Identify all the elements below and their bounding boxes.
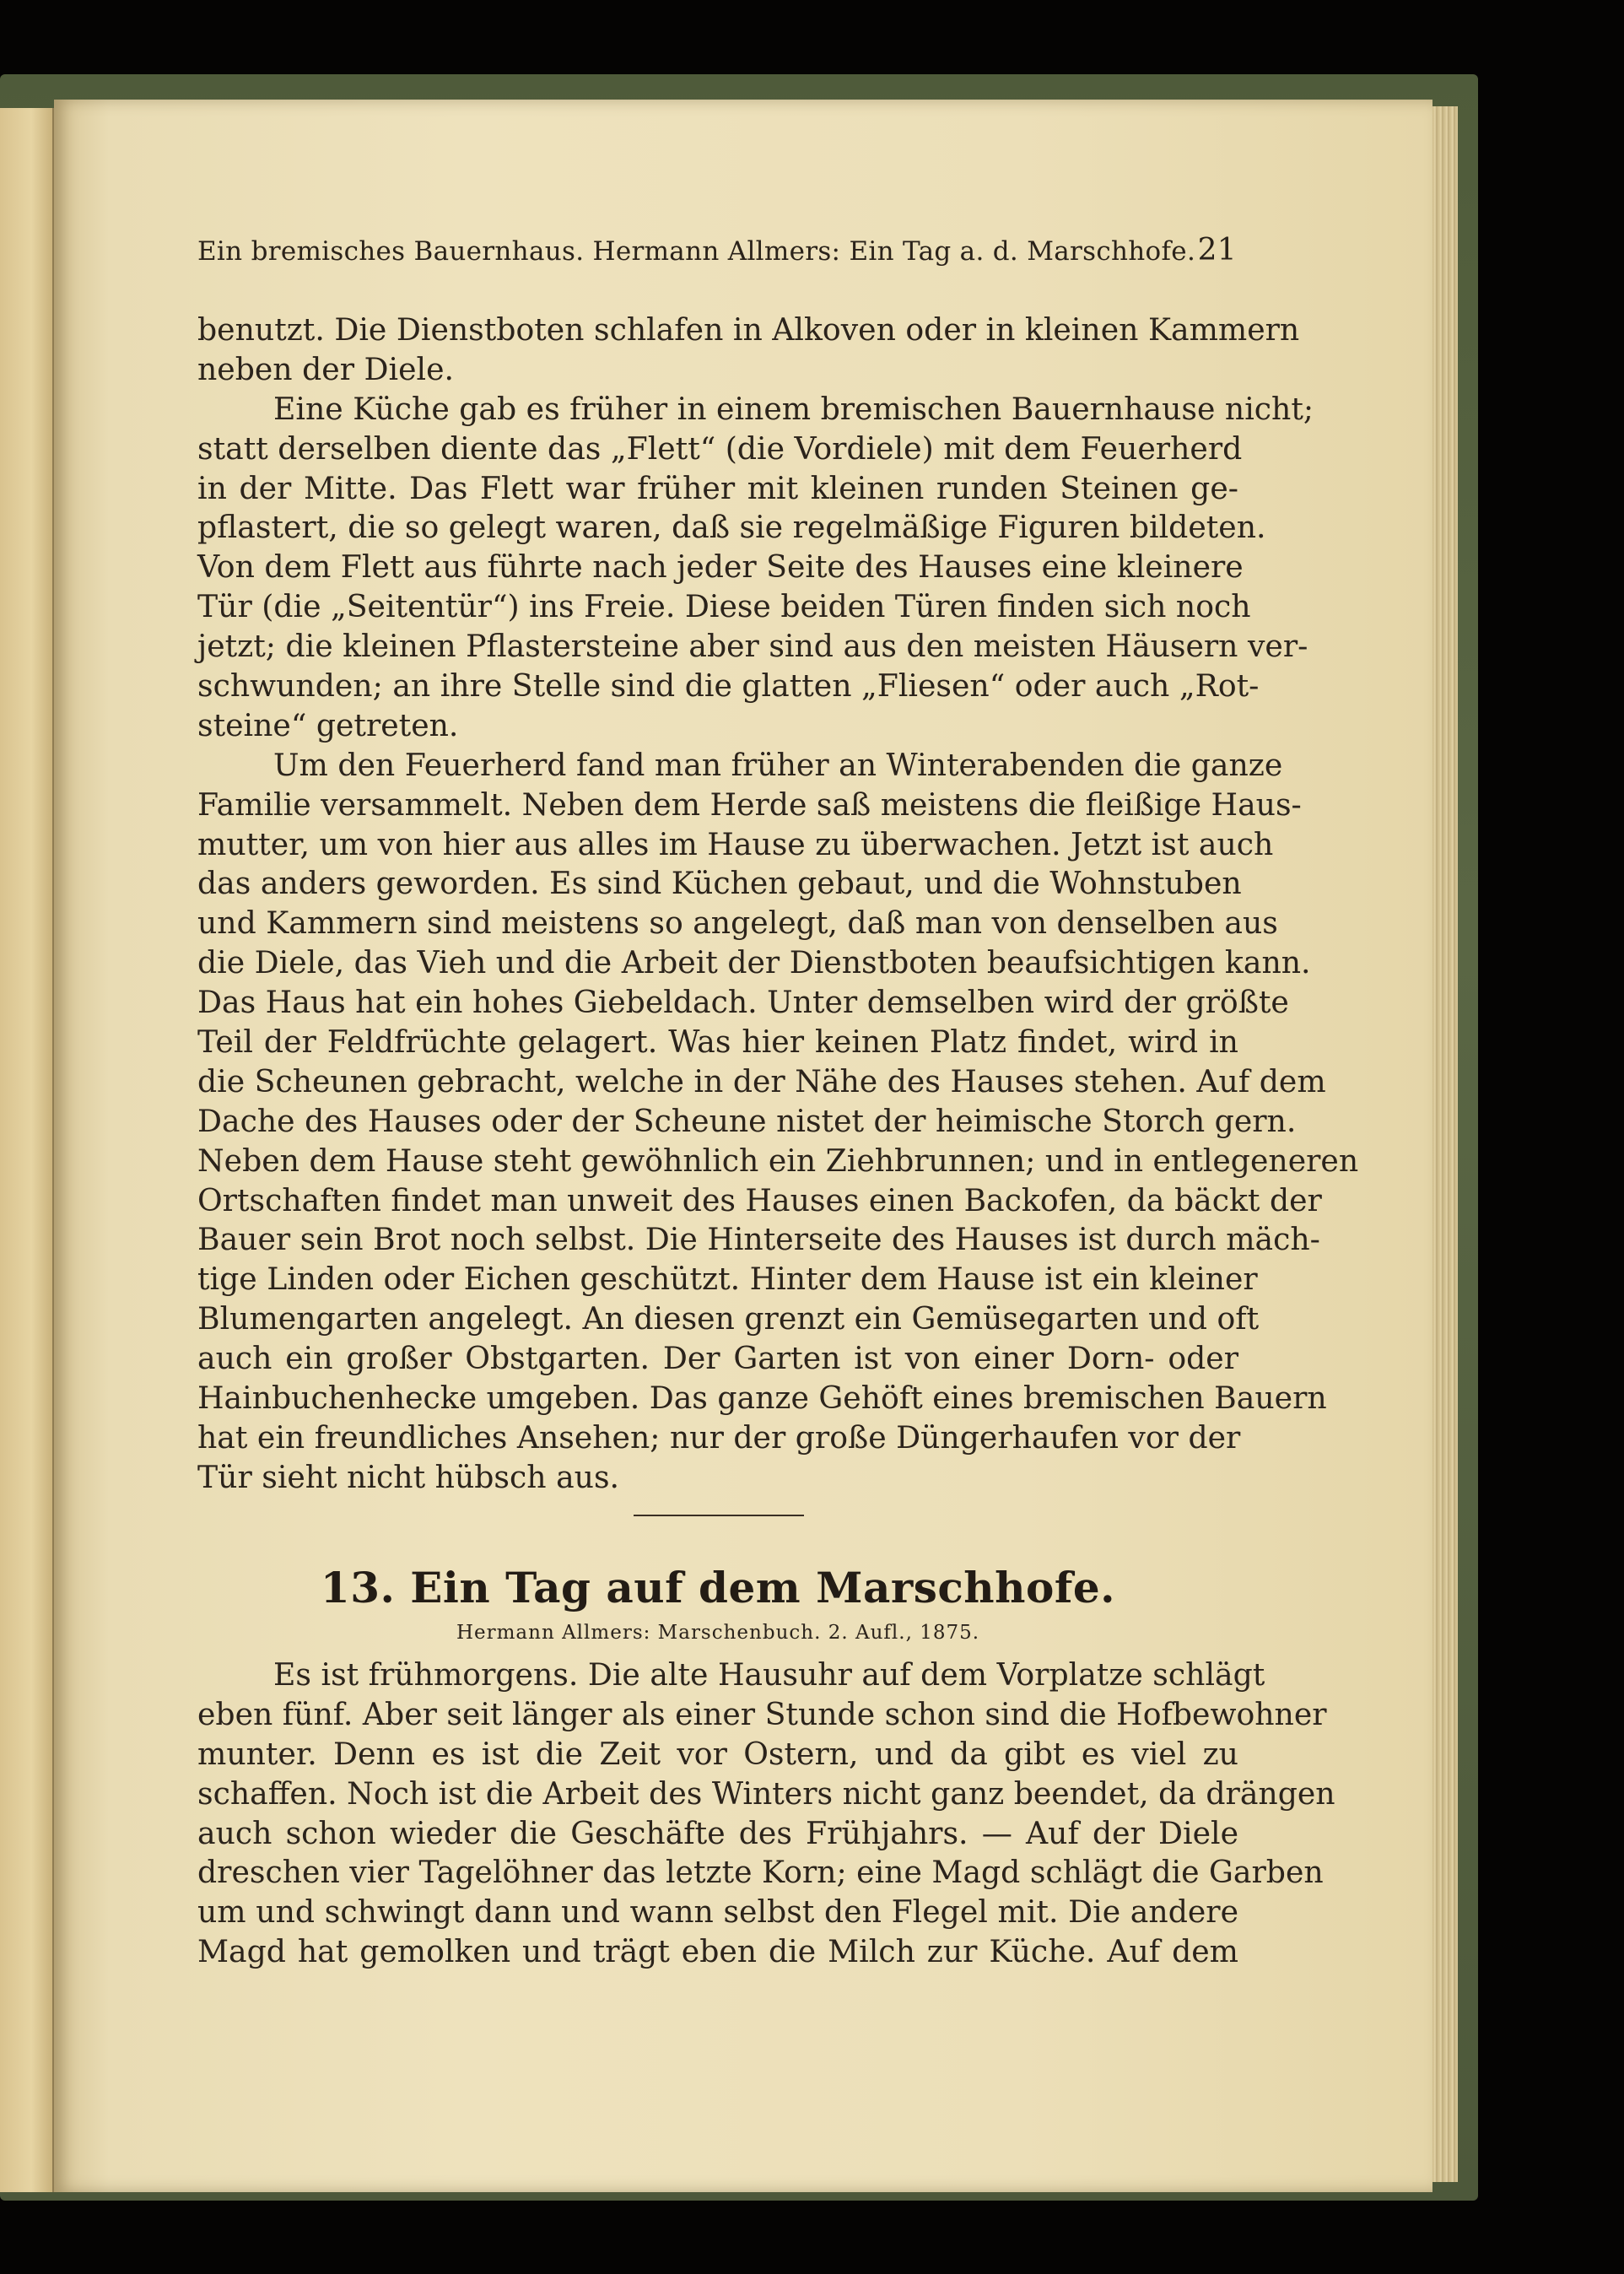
text-line: eben fünf. Aber seit länger als einer Stunde schon sind die Hofbewohner — [197, 1695, 1327, 1732]
text-line: Eine Küche gab es früher in einem bremischen Bauernhause nicht; — [273, 390, 1314, 427]
text-line: Neben dem Hause steht gewöhnlich ein Ziehbrunnen; und in entlegeneren — [197, 1142, 1359, 1179]
text-line: Tür (die „Seitentür“) ins Freie. Diese beiden Türen finden sich noch — [197, 588, 1251, 625]
text-line: tige Linden oder Eichen geschützt. Hinter dem Hause ist ein kleiner — [197, 1261, 1258, 1298]
text-line: benutzt. Die Dienstboten schlafen in Alkoven oder in kleinen Kammern — [197, 311, 1300, 348]
text-line: dreschen vier Tagelöhner das letzte Korn; eine Magd schlägt die Garben — [197, 1854, 1324, 1891]
section-title: 13. Ein Tag auf dem Marschhofe. — [320, 1563, 1116, 1612]
text-line: in der Mitte. Das Flett war früher mit kleinen runden Steinen ge- — [197, 469, 1238, 506]
body-text-2 — [197, 1656, 1335, 1972]
section-source: Hermann Allmers: Marschenbuch. 2. Aufl., 1875. — [456, 1622, 980, 1644]
page-edges — [1432, 106, 1458, 2182]
text-line: Blumengarten angelegt. An diesen grenzt ein Gemüsegarten und oft — [197, 1300, 1260, 1337]
text-line: Um den Feuerherd fand man früher an Winterabenden die ganze — [273, 746, 1283, 783]
page-header — [197, 233, 1237, 275]
text-line: Ortschaften findet man unweit des Hauses einen Backofen, da bäckt der — [197, 1181, 1322, 1218]
text-line: jetzt; die kleinen Pflastersteine aber sind aus den meisten Häusern ver- — [197, 628, 1308, 665]
text-line: hat ein freundliches Ansehen; nur der große Düngerhaufen vor der — [197, 1418, 1241, 1456]
text-line: neben der Diele. — [197, 350, 454, 387]
text-line: Familie versammelt. Neben dem Herde saß meistens die fleißige Haus- — [197, 786, 1302, 823]
text-line: die Scheunen gebracht, welche in der Nähe des Hauses stehen. Auf dem — [197, 1062, 1326, 1099]
body-text-1 — [197, 311, 1359, 1498]
text-line: auch ein großer Obstgarten. Der Garten ist von einer Dorn- oder — [197, 1340, 1238, 1377]
text-line: schwunden; an ihre Stelle sind die glatten „Fliesen“ oder auch „Rot- — [197, 667, 1260, 705]
text-line: Es ist frühmorgens. Die alte Hausuhr auf dem Vorplatze schlägt — [273, 1656, 1265, 1693]
text-line: um und schwingt dann und wann selbst den Flegel mit. Die andere — [197, 1893, 1238, 1931]
text-line: mutter, um von hier aus alles im Hause zu überwachen. Jetzt ist auch — [197, 825, 1274, 862]
text-line: das anders geworden. Es sind Küchen gebaut, und die Wohnstuben — [197, 865, 1242, 902]
section-divider — [634, 1515, 804, 1516]
text-line: Teil der Feldfrüchte gelagert. Was hier keinen Platz findet, wird in — [197, 1024, 1238, 1061]
text-line: steine“ getreten. — [197, 706, 459, 743]
running-head: Ein bremisches Bauernhaus. Hermann Allmers: Ein Tag a. d. Marschhofe. — [197, 236, 1196, 267]
page-number: 21 — [1197, 233, 1237, 267]
text-line: schaffen. Noch ist die Arbeit des Winters nicht ganz beendet, da drängen — [197, 1774, 1335, 1812]
text-line: pflastert, die so gelegt waren, daß sie regelmäßige Figuren bildeten. — [197, 509, 1266, 546]
text-line: die Diele, das Vieh und die Arbeit der Dienstboten beaufsichtigen kann. — [197, 944, 1311, 981]
text-line: Von dem Flett aus führte nach jeder Seite des Hauses eine kleinere — [197, 548, 1244, 586]
text-line: Magd hat gemolken und trägt eben die Milch zur Küche. Auf dem — [197, 1933, 1238, 1970]
text-line: Das Haus hat ein hohes Giebeldach. Unter demselben wird der größte — [197, 984, 1289, 1021]
text-line: und Kammern sind meistens so angelegt, daß man von denselben aus — [197, 905, 1278, 942]
text-line: Tür sieht nicht hübsch aus. — [197, 1458, 620, 1495]
text-line: auch schon wieder die Geschäfte des Frühjahrs. — Auf der Diele — [197, 1814, 1238, 1851]
left-page-edge — [0, 108, 55, 2192]
text-line: Bauer sein Brot noch selbst. Die Hinterseite des Hauses ist durch mäch- — [197, 1221, 1320, 1258]
text-line: munter. Denn es ist die Zeit vor Ostern, und da gibt es viel zu — [197, 1735, 1238, 1772]
text-line: statt derselben diente das „Flett“ (die Vordiele) mit dem Feuerherd — [197, 429, 1243, 467]
text-line: Dache des Hauses oder der Scheune nistet der heimische Storch gern. — [197, 1102, 1297, 1139]
text-line: Hainbuchenhecke umgeben. Das ganze Gehöft eines bremischen Bauern — [197, 1380, 1327, 1417]
